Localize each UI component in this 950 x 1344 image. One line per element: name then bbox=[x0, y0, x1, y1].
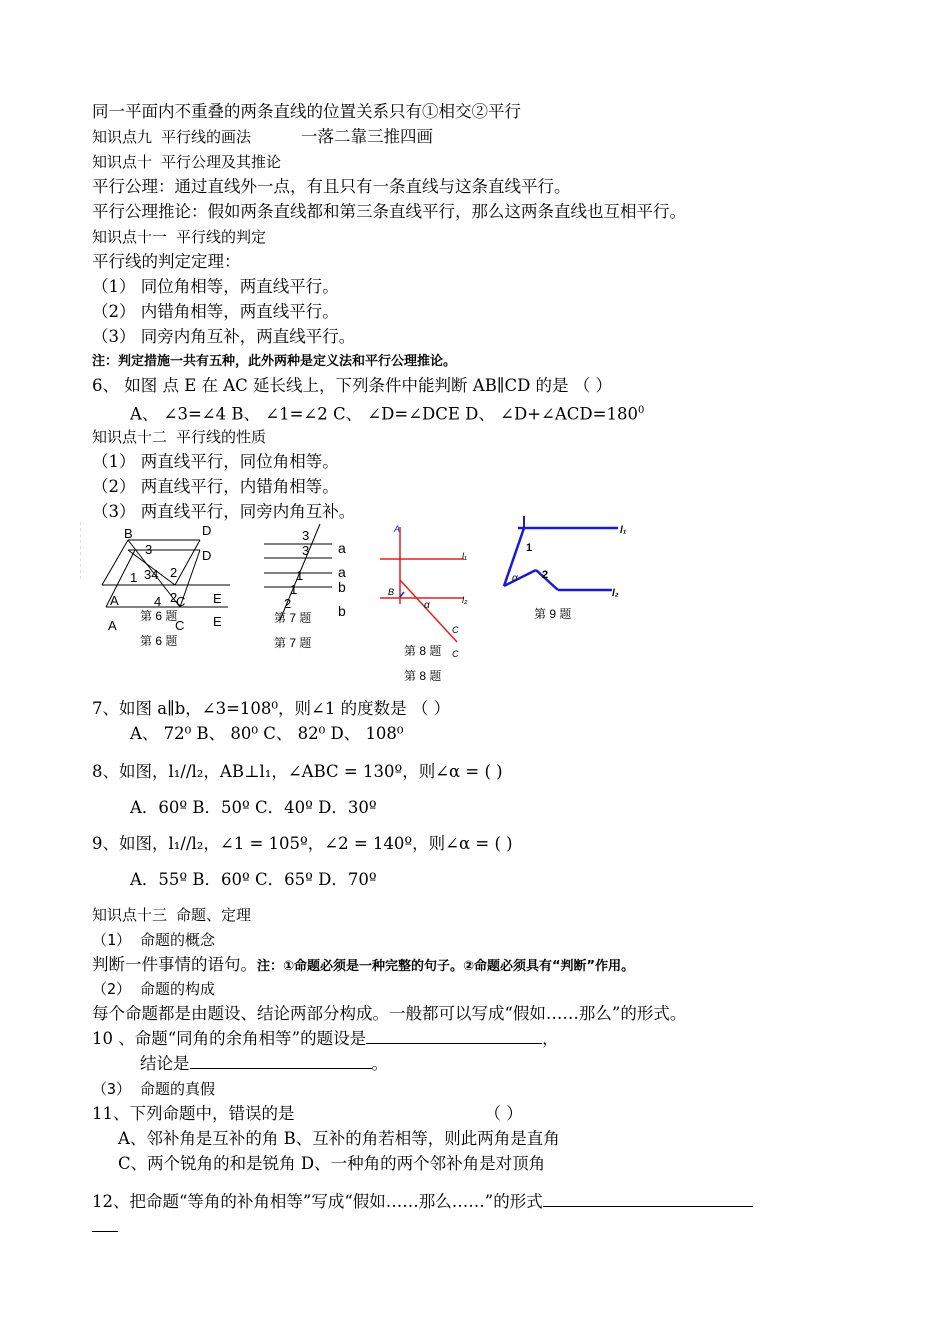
proposition-structure: 每个命题都是由题设、结论两部分构成。一般都可以写成“假如……那么”的形式。 bbox=[92, 1004, 687, 1023]
svg-text:34: 34 bbox=[144, 567, 159, 582]
figure-8-caption: 第 8 题 bbox=[404, 644, 442, 658]
svg-text:1: 1 bbox=[296, 568, 304, 583]
question-12-continuation bbox=[92, 1216, 118, 1238]
intro-line: 同一平面内不重叠的两条直线的位置关系只有①相交②平行 bbox=[92, 102, 521, 121]
question-11-options-cd: C、两个锐角的和是锐角 D、一种角的两个邻补角是对顶角 bbox=[118, 1154, 546, 1173]
question-7: 7、如图 a∥b，∠3=108⁰，则∠1 的度数是 （ ） bbox=[92, 699, 451, 718]
question-10-conclusion-blank[interactable] bbox=[190, 1054, 372, 1069]
svg-text:α: α bbox=[512, 573, 518, 584]
parallel-axiom-corollary: 平行公理推论：假如两条直线都和第三条直线平行，那么这两条直线也互相平行。 bbox=[92, 202, 686, 221]
svg-text:E: E bbox=[213, 614, 222, 629]
heading-12: 知识点十二 平行线的性质 bbox=[92, 428, 267, 446]
proposition-definition: 判断一件事情的语句。注：①命题必须是一种完整的句子。②命题必须具有“判断”作用。 bbox=[92, 955, 635, 974]
svg-text:a: a bbox=[338, 540, 346, 556]
svg-text:2: 2 bbox=[170, 590, 178, 605]
question-10: 10 、命题“同角的余角相等”的题设是 ， bbox=[92, 1029, 559, 1048]
property-1: （1） 两直线平行，同位角相等。 bbox=[92, 452, 339, 471]
svg-text:b: b bbox=[338, 603, 346, 619]
svg-text:2: 2 bbox=[542, 569, 549, 581]
criterion-3: （3） 同旁内角互补，两直线平行。 bbox=[92, 327, 356, 346]
svg-text:2: 2 bbox=[284, 596, 292, 611]
svg-text:l₁: l₁ bbox=[462, 551, 467, 561]
question-9: 9、如图，l₁//l₂，∠1 = 105º，∠2 = 140º，则∠α = ( ) bbox=[92, 834, 513, 853]
figure-9-caption: 第 9 题 bbox=[534, 607, 572, 621]
question-7-options: A、 72⁰ B、 80⁰ C、 82⁰ D、 108⁰ bbox=[130, 724, 404, 743]
svg-text:1: 1 bbox=[526, 542, 533, 554]
figure-7-caption: 第 7 题 bbox=[274, 611, 312, 625]
heading-10: 知识点十 平行公理及其推论 bbox=[92, 153, 282, 171]
question-9-options: A．55º B．60º C．65º D．70º bbox=[130, 870, 377, 889]
svg-text:a: a bbox=[338, 564, 346, 580]
svg-text:A: A bbox=[110, 593, 119, 608]
question-10-conclusion: 结论是 。 bbox=[140, 1054, 388, 1073]
parallel-axiom: 平行公理：通过直线外一点，有且只有一条直线与这条直线平行。 bbox=[92, 177, 571, 196]
svg-text:C: C bbox=[452, 625, 459, 635]
criterion-1: （1） 同位角相等，两直线平行。 bbox=[92, 277, 339, 296]
proposition-structure-heading: （2） 命题的构成 bbox=[92, 980, 216, 998]
figure-7-caption-repeat: 第 7 题 bbox=[274, 636, 312, 650]
svg-text:C: C bbox=[452, 649, 459, 659]
svg-text:α: α bbox=[424, 600, 430, 611]
question-8: 8、如图，l₁//l₂，AB⊥l₁，∠ABC = 130º，则∠α = ( ) bbox=[92, 762, 503, 781]
svg-text:1: 1 bbox=[290, 582, 298, 597]
svg-text:l₂: l₂ bbox=[612, 588, 619, 599]
question-12: 12、把命题“等角的补角相等”写成“假如……那么……”的形式 bbox=[92, 1191, 753, 1213]
figure-7 bbox=[262, 522, 362, 622]
svg-text:E: E bbox=[213, 591, 222, 606]
proposition-truth-heading: （3） 命题的真假 bbox=[92, 1080, 216, 1098]
svg-text:A: A bbox=[108, 618, 117, 633]
property-2: （2） 两直线平行，内错角相等。 bbox=[92, 477, 339, 496]
svg-text:C: C bbox=[175, 618, 185, 633]
question-6-options: A、 ∠3=∠4 B、 ∠1=∠2 C、 ∠D=∠DCE D、 $\angle D+\angle ACD=180^0$ bbox=[130, 404, 645, 424]
svg-text:l₁: l₁ bbox=[620, 525, 627, 536]
figure-8-caption-repeat: 第 8 题 bbox=[404, 669, 442, 683]
question-11-options-ab: A、邻补角是互补的角 B、互补的角若相等，则此两角是直角 bbox=[118, 1129, 560, 1148]
heading-13: 知识点十三 命题、定理 bbox=[92, 906, 252, 924]
svg-text:A: A bbox=[394, 524, 401, 534]
figure-6-caption: 第 6 题 bbox=[140, 609, 178, 623]
figure-8 bbox=[372, 522, 482, 662]
svg-text:B: B bbox=[124, 526, 133, 541]
criteria-intro: 平行线的判定定理： bbox=[92, 252, 241, 271]
question-8-options: A．60º B．50º C．40º D．30º bbox=[130, 798, 377, 817]
figure-9 bbox=[500, 512, 640, 602]
heading-9: 知识点九 平行线的画法 一落二靠三推四画 bbox=[92, 127, 434, 146]
question-10-premise-blank[interactable] bbox=[366, 1029, 542, 1044]
question-12-blank[interactable] bbox=[543, 1192, 753, 1207]
svg-text:C: C bbox=[176, 594, 186, 609]
svg-text:B: B bbox=[388, 587, 395, 597]
question-6: 6、 如图 点 E 在 AC 延长线上，下列条件中能判断 AB∥CD 的是 （ ） bbox=[92, 376, 613, 395]
svg-text:l₂: l₂ bbox=[462, 595, 468, 605]
svg-text:b: b bbox=[338, 579, 346, 595]
svg-text:3: 3 bbox=[145, 542, 153, 557]
question-11: 11、下列命题中，错误的是 （ ） bbox=[92, 1104, 523, 1123]
heading-11: 知识点十一 平行线的判定 bbox=[92, 228, 267, 246]
question-12-blank-tail[interactable] bbox=[92, 1217, 118, 1232]
svg-text:2: 2 bbox=[170, 565, 178, 580]
property-3: （3） 两直线平行，同旁内角互补。 bbox=[92, 502, 356, 521]
svg-text:1: 1 bbox=[130, 570, 138, 585]
svg-text:D: D bbox=[202, 548, 212, 563]
criteria-note: 注：判定措施一共有五种，此外两种是定义法和平行公理推论。 bbox=[92, 354, 457, 369]
proposition-concept-heading: （1） 命题的概念 bbox=[92, 931, 216, 949]
svg-text:D: D bbox=[202, 523, 212, 538]
svg-text:4: 4 bbox=[154, 594, 162, 609]
svg-text:3: 3 bbox=[302, 543, 310, 558]
svg-text:3: 3 bbox=[302, 528, 310, 543]
figure-6-caption-repeat: 第 6 题 bbox=[140, 634, 178, 648]
criterion-2: （2） 内错角相等，两直线平行。 bbox=[92, 302, 339, 321]
